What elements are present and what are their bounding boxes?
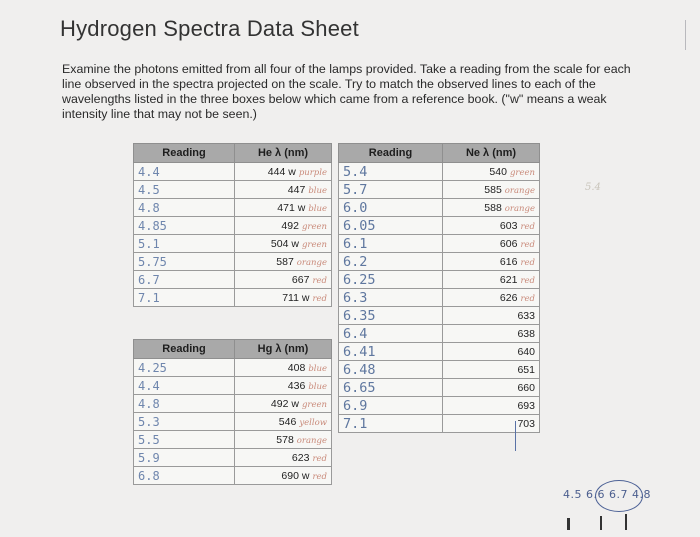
ne-reading-cell[interactable]: 6.05 xyxy=(339,217,443,235)
pen-mark xyxy=(600,516,602,530)
margin-mark xyxy=(685,20,686,50)
hg-row xyxy=(134,395,332,413)
hg-wavelength-cell xyxy=(235,431,332,449)
ne-wavelength-value: 603 xyxy=(499,219,518,232)
hg-row xyxy=(134,431,332,449)
he-row xyxy=(134,253,332,271)
he-wavelength-value: 492 xyxy=(281,219,299,232)
he-wavelength-cell xyxy=(235,253,332,271)
ne-wavelength-cell xyxy=(443,307,540,325)
ne-wavelength-cell xyxy=(443,361,540,379)
ne-color-note: green xyxy=(509,167,535,178)
ne-row xyxy=(339,181,540,199)
ne-wavelength-value: 588 xyxy=(484,201,502,214)
he-wavelength-value: 444 w xyxy=(267,165,296,178)
he-wavelength-cell xyxy=(235,199,332,217)
hg-row xyxy=(134,359,332,377)
helium-table xyxy=(133,143,332,307)
he-wavelength-value: 504 w xyxy=(270,237,299,250)
he-reading-header: Reading xyxy=(134,144,235,163)
hg-wavelength-value: 436 xyxy=(287,379,306,392)
ne-reading-cell[interactable]: 6.2 xyxy=(339,253,443,271)
ne-row xyxy=(339,217,540,235)
hg-wavelength-value: 408 xyxy=(287,361,306,374)
ne-color-note: red xyxy=(520,275,535,286)
handwritten-bracket xyxy=(509,421,516,451)
ne-color-note: red xyxy=(520,221,535,232)
ne-color-note: red xyxy=(520,239,535,250)
he-reading-cell[interactable]: 6.7 xyxy=(134,271,235,289)
ne-reading-cell[interactable]: 6.9 xyxy=(339,397,443,415)
ne-wavelength-value: 640 xyxy=(517,345,535,358)
hg-color-note: red xyxy=(312,471,327,482)
ne-reading-cell[interactable]: 6.25 xyxy=(339,271,443,289)
he-color-note: green xyxy=(301,239,327,250)
ne-row xyxy=(339,325,540,343)
page-title: Hydrogen Spectra Data Sheet xyxy=(60,16,359,41)
ne-wavelength-cell xyxy=(443,325,540,343)
hg-wavelength-cell xyxy=(235,413,332,431)
ne-wavelength-value: 626 xyxy=(499,291,518,304)
he-wavelength-value: 447 xyxy=(287,183,306,196)
ne-reading-cell[interactable]: 6.3 xyxy=(339,289,443,307)
he-reading-cell[interactable]: 4.8 xyxy=(134,199,235,217)
ne-reading-cell[interactable]: 6.1 xyxy=(339,235,443,253)
hg-reading-cell[interactable]: 4.4 xyxy=(134,377,235,395)
hg-wavelength-value: 578 xyxy=(276,433,294,446)
ne-wavelength-value: 693 xyxy=(517,399,535,412)
ne-wavelength-value: 585 xyxy=(484,183,502,196)
he-wavelength-cell xyxy=(235,235,332,253)
neon-table xyxy=(338,143,540,433)
he-reading-cell[interactable]: 7.1 xyxy=(134,289,235,307)
he-reading-cell[interactable]: 4.5 xyxy=(134,181,235,199)
he-color-note: purple xyxy=(298,167,327,178)
hg-wavelength-cell xyxy=(235,395,332,413)
he-wavelength-cell xyxy=(235,181,332,199)
ne-wavelength-value: 703 xyxy=(517,417,535,430)
hg-wavelength-value: 623 xyxy=(291,451,310,464)
ne-row xyxy=(339,361,540,379)
he-row xyxy=(134,181,332,199)
he-wavelength-value: 711 w xyxy=(282,291,310,304)
ne-row xyxy=(339,253,540,271)
hg-row xyxy=(134,377,332,395)
hg-reading-cell[interactable]: 4.25 xyxy=(134,359,235,377)
margin-note: 5.4 xyxy=(585,182,601,193)
pen-mark xyxy=(625,514,627,530)
he-color-note: green xyxy=(301,221,327,232)
instructions-paragraph: Examine the photons emitted from all four of the lamps provided. Take a reading from the scale for each line observed in the spectra projected on the scale. Try to match the observed lines to each of the wavelengths listed in the three boxes below which came from a reference book. ("w" means a weak intensity line that may not be seen.) xyxy=(62,62,631,121)
hg-wavelength-cell xyxy=(235,449,332,467)
hg-reading-header: Reading xyxy=(134,340,235,359)
hg-color-note: blue xyxy=(308,363,327,374)
ne-wavelength-cell xyxy=(443,271,540,289)
ne-reading-cell[interactable]: 6.35 xyxy=(339,307,443,325)
ne-wavelength-header: Ne λ (nm) xyxy=(443,144,540,163)
ne-wavelength-cell xyxy=(443,235,540,253)
he-wavelength-cell xyxy=(235,289,332,307)
handwritten-circle xyxy=(595,480,643,512)
hg-wavelength-value: 492 w xyxy=(270,397,299,410)
he-wavelength-cell xyxy=(235,271,332,289)
hg-row xyxy=(134,413,332,431)
he-row xyxy=(134,217,332,235)
ne-wavelength-cell xyxy=(443,217,540,235)
hg-wavelength-cell xyxy=(235,377,332,395)
ne-row xyxy=(339,235,540,253)
hg-wavelength-cell xyxy=(235,359,332,377)
he-color-note: red xyxy=(312,293,327,304)
ne-wavelength-value: 660 xyxy=(517,381,535,394)
handwritten-bottom-note: 4.5 6.6 6.7 4.8 xyxy=(563,488,651,501)
he-reading-cell[interactable]: 5.75 xyxy=(134,253,235,271)
he-color-note: blue xyxy=(308,203,327,214)
ne-wavelength-cell xyxy=(443,199,540,217)
ne-wavelength-value: 621 xyxy=(499,273,518,286)
ne-row xyxy=(339,379,540,397)
hg-reading-cell[interactable]: 5.3 xyxy=(134,413,235,431)
hg-row xyxy=(134,467,332,485)
hg-row xyxy=(134,449,332,467)
he-wavelength-value: 667 xyxy=(291,273,310,286)
he-row xyxy=(134,235,332,253)
ne-wavelength-cell xyxy=(443,181,540,199)
ne-wavelength-value: 633 xyxy=(517,309,535,322)
hg-color-note: red xyxy=(312,453,327,464)
hg-wavelength-value: 690 w xyxy=(281,469,310,482)
hg-wavelength-value: 546 xyxy=(278,415,297,428)
ne-wavelength-cell xyxy=(443,397,540,415)
he-reading-cell[interactable]: 5.1 xyxy=(134,235,235,253)
hg-color-note: orange xyxy=(296,435,327,446)
ne-wavelength-cell xyxy=(443,343,540,361)
ne-row xyxy=(339,163,540,181)
he-wavelength-cell xyxy=(235,163,332,181)
he-color-note: red xyxy=(312,275,327,286)
hg-reading-cell[interactable]: 5.5 xyxy=(134,431,235,449)
ne-reading-cell[interactable]: 6.65 xyxy=(339,379,443,397)
ne-reading-cell[interactable]: 7.1 xyxy=(339,415,443,433)
he-wavelength-cell xyxy=(235,217,332,235)
ne-row xyxy=(339,343,540,361)
ne-reading-cell[interactable]: 5.7 xyxy=(339,181,443,199)
ne-color-note: orange xyxy=(504,203,535,214)
ne-reading-cell[interactable]: 6.41 xyxy=(339,343,443,361)
hg-reading-cell[interactable]: 4.8 xyxy=(134,395,235,413)
ne-reading-cell[interactable]: 6.48 xyxy=(339,361,443,379)
ne-row xyxy=(339,199,540,217)
he-wavelength-value: 471 w xyxy=(277,201,306,214)
ne-reading-cell[interactable]: 5.4 xyxy=(339,163,443,181)
he-color-note: blue xyxy=(308,185,327,196)
hg-reading-cell[interactable]: 6.8 xyxy=(134,467,235,485)
hg-color-note: green xyxy=(301,399,327,410)
hg-color-note: yellow xyxy=(299,417,327,428)
ne-row xyxy=(339,289,540,307)
he-row xyxy=(134,199,332,217)
he-reading-cell[interactable]: 4.4 xyxy=(134,163,235,181)
ne-color-note: orange xyxy=(504,185,535,196)
he-row xyxy=(134,271,332,289)
ne-color-note: red xyxy=(520,257,535,268)
he-row xyxy=(134,289,332,307)
hg-wavelength-header: Hg λ (nm) xyxy=(235,340,332,359)
ne-row xyxy=(339,397,540,415)
ne-wavelength-cell xyxy=(443,163,540,181)
ne-wavelength-cell xyxy=(443,289,540,307)
hg-color-note: blue xyxy=(308,381,327,392)
hg-reading-cell[interactable]: 5.9 xyxy=(134,449,235,467)
ne-row xyxy=(339,307,540,325)
ne-color-note: red xyxy=(520,293,535,304)
mercury-table xyxy=(133,339,332,485)
ne-wavelength-cell xyxy=(443,379,540,397)
ne-wavelength-cell xyxy=(443,415,540,433)
ne-row xyxy=(339,271,540,289)
ne-reading-cell[interactable]: 6.0 xyxy=(339,199,443,217)
he-wavelength-value: 587 xyxy=(276,255,294,268)
ne-wavelength-value: 606 xyxy=(499,237,518,250)
ne-wavelength-value: 616 xyxy=(499,255,518,268)
ne-wavelength-value: 651 xyxy=(517,363,535,376)
he-row xyxy=(134,163,332,181)
hg-wavelength-cell xyxy=(235,467,332,485)
ne-wavelength-cell xyxy=(443,253,540,271)
he-wavelength-header: He λ (nm) xyxy=(235,144,332,163)
pen-mark xyxy=(567,518,570,530)
he-color-note: orange xyxy=(296,257,327,268)
he-reading-cell[interactable]: 4.85 xyxy=(134,217,235,235)
ne-wavelength-value: 540 xyxy=(489,165,507,178)
ne-reading-header: Reading xyxy=(339,144,443,163)
ne-reading-cell[interactable]: 6.4 xyxy=(339,325,443,343)
ne-wavelength-value: 638 xyxy=(517,327,535,340)
